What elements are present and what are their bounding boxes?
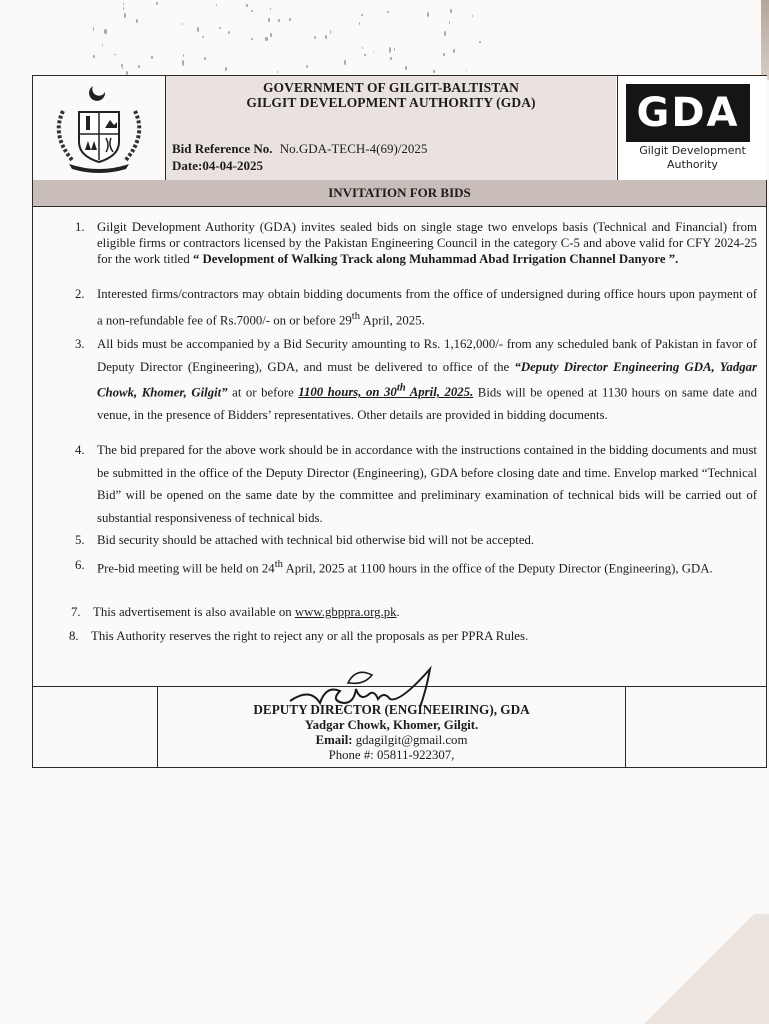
footer-left-cell [33, 686, 158, 767]
item-number: 2. [75, 287, 85, 301]
item-number: 7. [71, 605, 81, 619]
scan-speck [123, 7, 124, 10]
gda-logo [626, 84, 750, 142]
date-label: Date: [172, 158, 203, 173]
scan-speck [443, 53, 445, 56]
scan-speck [270, 33, 272, 37]
scan-speck [122, 67, 124, 70]
signatory-phone [158, 748, 625, 763]
deadline [298, 385, 473, 399]
scan-speck [219, 27, 221, 29]
item-text: Bids will be opened at 1130 hours on same date and venue, in the presence of Bidders’ representatives. Other details are provided in bidding documents. [97, 385, 758, 422]
item-number: 8. [69, 629, 79, 643]
bid-reference [172, 141, 427, 157]
item-text: The bid prepared for the above work should be in accordance with the instructions contained in the bidding documents and must be submitted in the office of the Deputy Director (Engineering), GDA before closing date and time. Envelop marked “Technical Bid” will be opened on the same date by the committee and preliminary examination of technical bids will be carried out of substantial responsiveness of technical bids. [97, 443, 757, 525]
emblem-cell [33, 76, 166, 180]
scan-speck [138, 65, 140, 68]
footer-right-cell [625, 686, 767, 767]
tender-notice [32, 75, 767, 768]
scan-speck [444, 31, 446, 36]
signatory-title: DEPUTY DIRECTOR (ENGINEEIRING), GDA [253, 702, 530, 717]
scan-speck [389, 47, 391, 54]
notice-item-2 [75, 283, 757, 331]
scan-speck [450, 9, 452, 13]
scan-speck [124, 13, 126, 18]
bid-reference-label: Bid Reference No. [172, 141, 273, 156]
item-text: This advertisement is also available on [93, 605, 295, 619]
superscript: th [351, 310, 361, 322]
government-title: GOVERNMENT OF GILGIT-BALTISTAN [262, 80, 520, 95]
notice-date [172, 158, 263, 174]
scan-speck [466, 70, 467, 71]
page-corner-shadow [629, 914, 769, 1024]
notice-item-8 [69, 625, 751, 648]
phone-label: Phone #: [328, 748, 374, 762]
scan-speck [156, 2, 158, 5]
scan-speck [216, 4, 217, 7]
item-text: Gilgit Development Authority (GDA) invites sealed bids on single stage two envelops basis (Technical and Financial) from eligible firms or contractors licensed by the Pakistan Engineering Council in the category C-5 and above valid for CFY 2024-25 for the work titled [97, 220, 757, 266]
scan-speck [453, 49, 455, 53]
scan-speck [449, 21, 450, 24]
scan-speck [405, 66, 407, 70]
scan-speck [344, 60, 346, 65]
scan-speck [278, 19, 279, 23]
item-number: 4. [75, 443, 85, 457]
work-title: “ Development of Walking Track along Muhammad Abad Irrigation Channel Danyore ”. [192, 252, 679, 266]
page-edge-shadow [761, 0, 769, 80]
gda-logo-text: GDA [636, 90, 740, 136]
item-text: Bid security should be attached with technical bid otherwise bid will not be accepted. [97, 533, 535, 547]
scan-speck [277, 71, 278, 73]
item-text: . [396, 605, 400, 619]
delivery-address: “Deputy Director Engineering GDA, Yadgar Chowk, Khomer, Gilgit” [97, 359, 757, 400]
notice-item-5 [75, 529, 757, 552]
scan-speck [472, 15, 473, 17]
scan-speck [289, 18, 291, 20]
notice-item-7 [71, 601, 753, 624]
scan-speck [104, 29, 106, 34]
authority-title: GILGIT DEVELOPMENT AUTHORITY (GDA) [246, 95, 536, 110]
deadline-text: April, 2025. [405, 385, 474, 400]
scan-speck [123, 3, 124, 4]
scan-speck [479, 41, 481, 43]
item-text: Interested firms/contractors may obtain bidding documents from the office of undersigned during office hours upon payment of a non-refundable fee of Rs.7000/- on or before 29 [97, 287, 757, 327]
superscript: th [396, 383, 406, 394]
scan-speck [136, 19, 138, 23]
scan-speck [325, 35, 327, 40]
section-title: INVITATION FOR BIDS [33, 180, 766, 207]
government-emblem-icon [33, 76, 165, 180]
notice-item-4 [75, 439, 757, 529]
bid-reference-value: No.GDA-TECH-4(69)/2025 [279, 141, 428, 156]
item-text: April, 2025. [360, 312, 425, 327]
scan-speck [202, 36, 204, 38]
signatory-address: Yadgar Chowk, Khomer, Gilgit. [304, 718, 479, 732]
item-number: 1. [75, 220, 85, 234]
title-cell [166, 76, 616, 180]
scan-speck [151, 56, 153, 59]
phone-value: 05811-922307, [376, 748, 455, 762]
scan-speck [265, 37, 267, 41]
notice-header [33, 76, 766, 181]
item-text: Pre-bid meeting will be held on 24 [97, 561, 275, 576]
item-number: 5. [75, 533, 85, 547]
item-text: April, 2025 at 1100 hours in the office of the Deputy Director (Engineering), GDA. [283, 561, 713, 576]
scan-speck [228, 31, 230, 34]
scan-speck [306, 65, 308, 68]
scan-speck [246, 4, 248, 6]
scan-speck [362, 47, 363, 49]
notice-item-6 [75, 554, 757, 580]
scan-speck [114, 54, 115, 56]
deadline-text: 1100 hours, on 30 [298, 385, 397, 400]
scan-speck [204, 57, 206, 60]
scan-speck [314, 36, 316, 39]
item-text: All bids must be accompanied by a Bid Security amounting to Rs. 1,162,000/- from any scheduled bank of Pakistan in favor of Deputy Director (Engineering), GDA, and must be delivered to office of the [97, 337, 757, 374]
scan-speck [364, 54, 365, 56]
gbppra-link[interactable]: www.gbppra.org.pk [294, 605, 397, 619]
scan-speck [102, 44, 103, 46]
email-value[interactable]: gdagilgit@gmail.com [355, 733, 468, 747]
notice-item-3 [75, 333, 758, 426]
scan-speck [182, 23, 183, 25]
scan-speck [390, 57, 392, 61]
scan-speck [182, 60, 184, 65]
gda-logo-subtitle-2: Authority [667, 158, 718, 171]
scan-speck [93, 27, 94, 31]
scan-speck [268, 18, 269, 22]
notice-item-1 [75, 219, 757, 267]
date-value: 04-04-2025 [202, 158, 263, 173]
scan-speck [433, 70, 434, 74]
email-label: Email: [315, 733, 353, 747]
scan-speck [183, 54, 184, 57]
scan-speck [270, 8, 271, 10]
scan-speck [251, 38, 253, 41]
scan-speck [197, 27, 199, 32]
scan-speck [251, 10, 253, 12]
item-number: 3. [75, 337, 85, 351]
scan-speck [361, 14, 363, 17]
scan-speck [126, 71, 128, 75]
scan-speck [93, 55, 95, 58]
scan-speck [225, 67, 227, 71]
signatory-email [158, 733, 625, 748]
scan-speck [387, 11, 388, 13]
item-text: This Authority reserves the right to reject any or all the proposals as per PPRA Rules. [91, 629, 529, 643]
signatory-block [158, 702, 625, 763]
item-text: at or before [227, 385, 299, 400]
item-number: 6. [75, 558, 85, 572]
gda-logo-cell [617, 76, 767, 180]
scan-speck [330, 30, 331, 34]
gda-logo-subtitle-1: Gilgit Development [639, 144, 746, 157]
scan-speck [373, 51, 374, 52]
scan-speck [359, 22, 361, 25]
scan-speck [394, 48, 396, 51]
superscript: th [274, 559, 283, 570]
scan-speck [427, 12, 429, 17]
